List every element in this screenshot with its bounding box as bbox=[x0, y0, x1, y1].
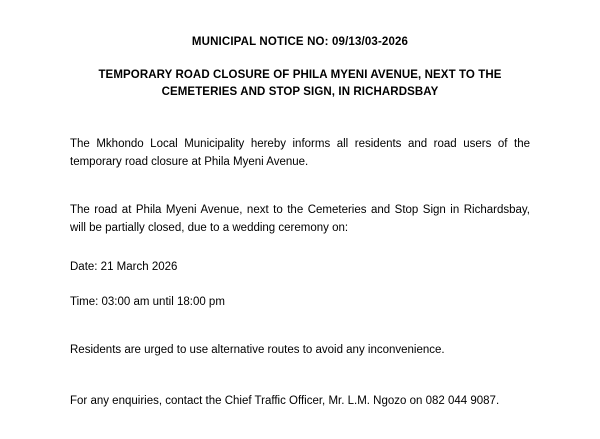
notice-title bbox=[70, 67, 530, 102]
closure-details-paragraph: The road at Phila Myeni Avenue, next to the Cemeteries and Stop Sign in Richardsbay, will be partially closed, due to a wedding ceremony on: bbox=[70, 203, 530, 235]
alternative-routes-notice: Residents are urged to use alternative routes to avoid any inconvenience. bbox=[70, 344, 445, 357]
notice-number: MUNICIPAL NOTICE NO: 09/13/03-2026 bbox=[191, 36, 409, 48]
closure-time: Time: 03:00 am until 18:00 pm bbox=[70, 295, 225, 308]
enquiries-contact: For any enquiries, contact the Chief Traffic Officer, Mr. L.M. Ngozo on 082 044 9087. bbox=[70, 394, 500, 407]
intro-paragraph: The Mkhondo Local Municipality hereby informs all residents and road users of the temporary road closure at Phila Myeni Avenue. bbox=[70, 137, 530, 169]
notice-title-line-2: CEMETERIES AND STOP SIGN, IN RICHARDSBAY bbox=[161, 86, 439, 99]
notice-document bbox=[0, 36, 600, 439]
closure-date: Date: 21 March 2026 bbox=[70, 261, 178, 273]
notice-title-line-1: TEMPORARY ROAD CLOSURE OF PHILA MYENI AVENUE, NEXT TO THE bbox=[98, 69, 502, 81]
